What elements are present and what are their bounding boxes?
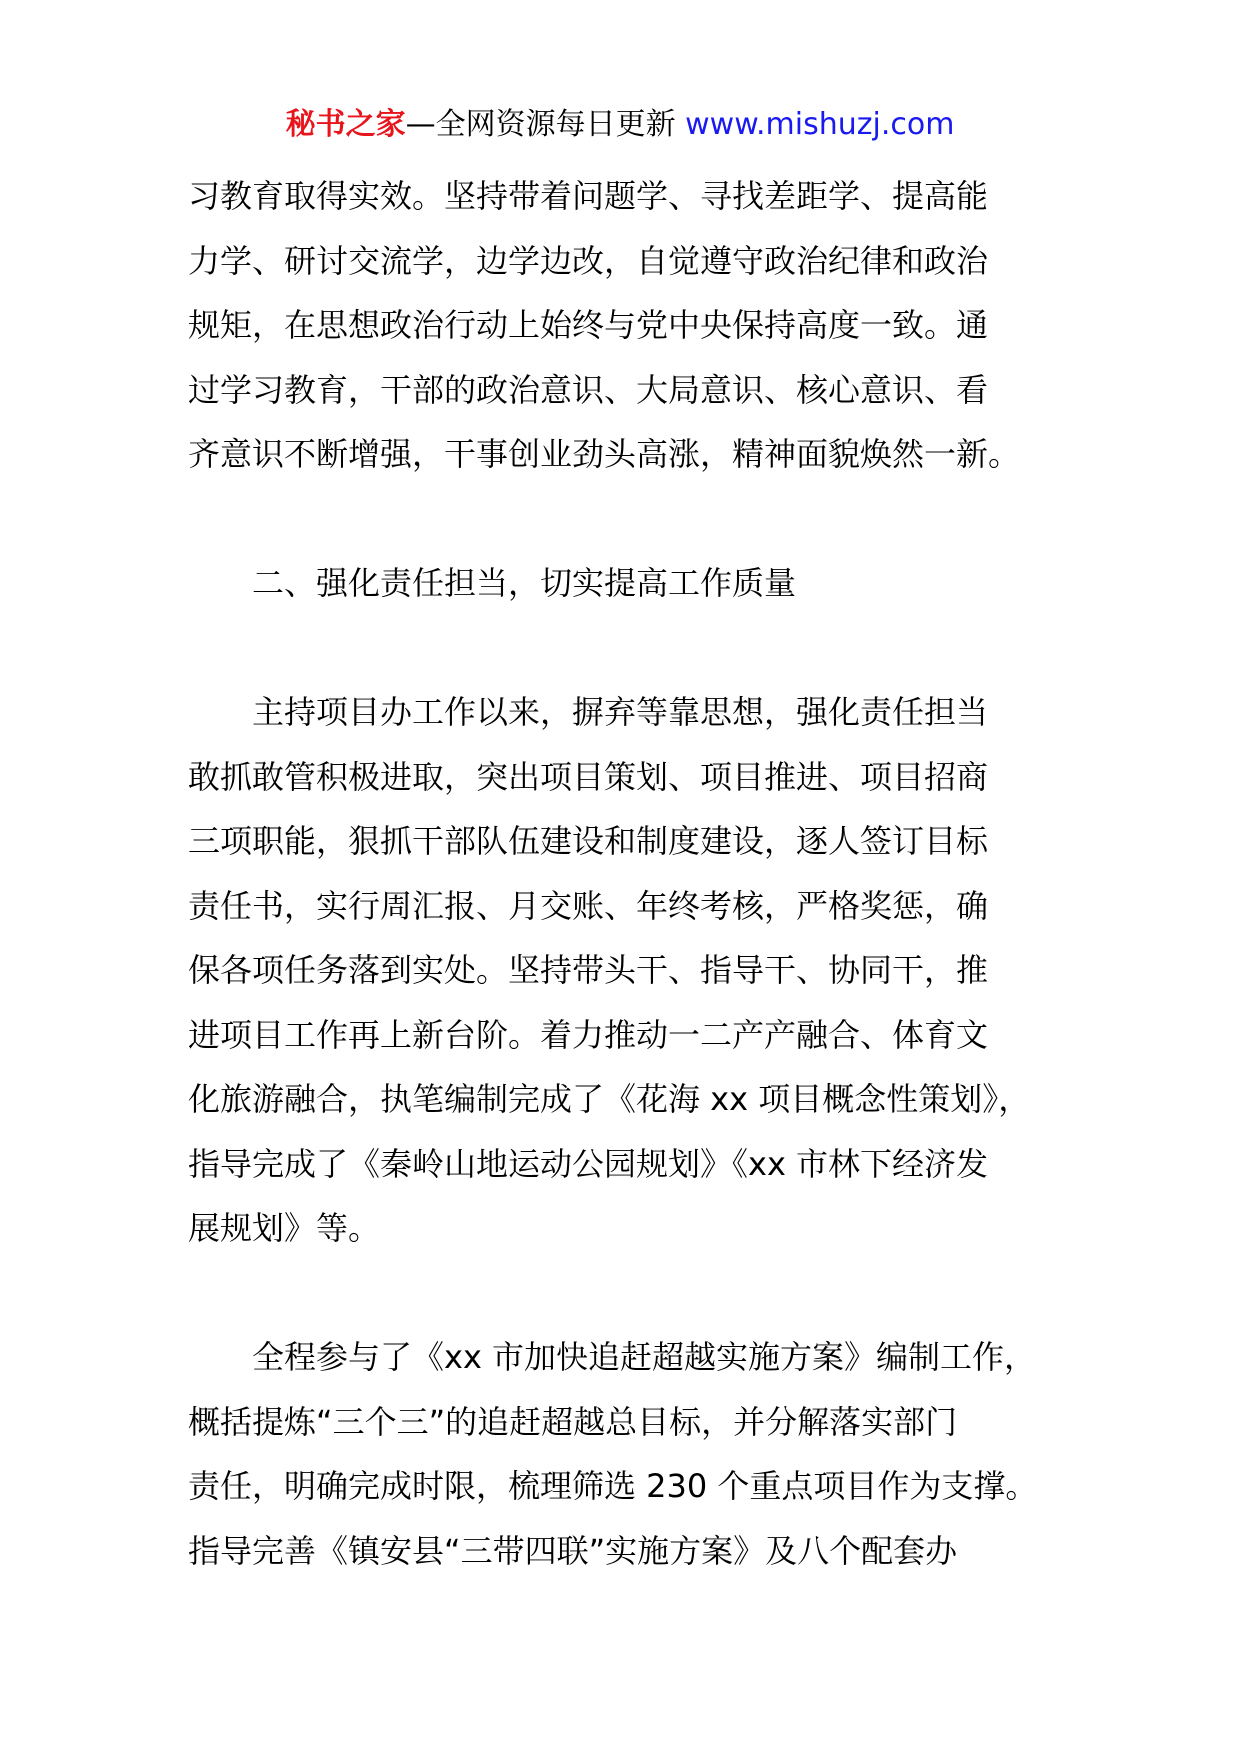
text-line: 齐意识不断增强，干事创业劲头高涨，精神面貌焕然一新。	[188, 435, 1021, 473]
site-url-link[interactable]: www.mishuzj.com	[685, 107, 955, 142]
text-line: 习教育取得实效。坚持带着问题学、寻找差距学、提高能	[188, 177, 989, 215]
text-line: 主持项目办工作以来，摒弃等靠思想，强化责任担当	[188, 693, 989, 731]
text-line: 敢抓敢管积极进取，突出项目策划、项目推进、项目招商	[188, 757, 989, 796]
brand-name: 秘书之家	[285, 107, 406, 142]
paragraph-spacer	[188, 1261, 1060, 1326]
text-line: 力学、研讨交流学，边学边改，自觉遵守政治纪律和政治	[188, 241, 989, 280]
paragraph-spacer	[188, 487, 1060, 552]
text-line: 概括提炼“三个三”的追赶超越总目标，并分解落实部门	[188, 1402, 958, 1441]
text-line: 规矩，在思想政治行动上始终与党中央保持高度一致。通	[188, 306, 989, 344]
text-line: 指导完善《镇安县“三带四联”实施方案》及八个配套办	[188, 1531, 958, 1570]
text-line: 化旅游融合，执笔编制完成了《花海 xx 项目概念性策划》，	[188, 1080, 1031, 1118]
text-line: 责任，明确完成时限，梳理筛选 230 个重点项目作为支撑。	[188, 1467, 1038, 1505]
section-heading: 二、强化责任担当，切实提高工作质量	[188, 564, 797, 602]
text-line: 过学习教育，干部的政治意识、大局意识、核心意识、看	[188, 370, 989, 409]
text-line: 指导完成了《秦岭山地运动公园规划》《xx 市林下经济发	[188, 1144, 989, 1183]
text-line: 保各项任务落到实处。坚持带头干、指导干、协同干，推	[188, 951, 989, 989]
text-line: 展规划》等。	[188, 1209, 381, 1247]
text-line: 进项目工作再上新台阶。着力推动一二产产融合、体育文	[188, 1015, 989, 1054]
site-header	[0, 98, 1240, 152]
paragraph-spacer	[188, 616, 1060, 681]
text-line: 责任书，实行周汇报、月交账、年终考核，严格奖惩，确	[188, 886, 989, 925]
document-body	[188, 164, 1060, 1583]
header-tagline: —全网资源每日更新	[405, 107, 686, 142]
text-line: 三项职能，狠抓干部队伍建设和制度建设，逐人签订目标	[188, 822, 989, 860]
text-line: 全程参与了《xx 市加快追赶超越实施方案》编制工作，	[188, 1338, 1037, 1376]
